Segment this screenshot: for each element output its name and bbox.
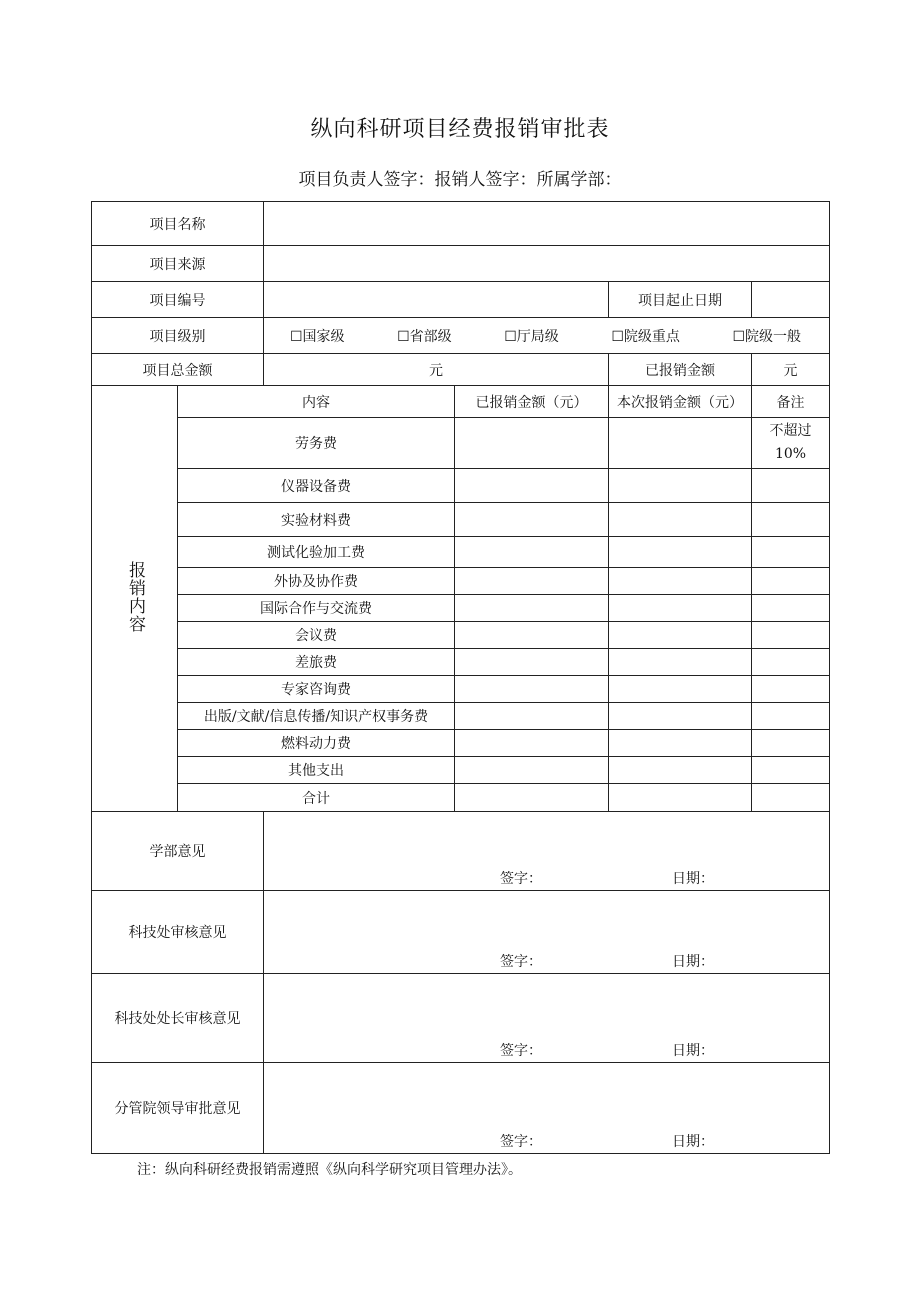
- expense-reimbursed-cell[interactable]: [455, 676, 609, 703]
- expense-reimbursed-cell[interactable]: [455, 503, 609, 537]
- expense-reimbursed-cell[interactable]: [455, 537, 609, 568]
- date-label: 日期：: [672, 1134, 714, 1150]
- expense-item: 仪器设备费: [178, 469, 455, 503]
- expense-remark-cell[interactable]: [752, 568, 830, 595]
- expense-item: 会议费: [178, 622, 455, 649]
- form-title: 纵向科研项目经费报销审批表: [310, 117, 610, 142]
- level-option-college-general[interactable]: ☐院级一般: [732, 328, 801, 345]
- expense-remark-cell[interactable]: [752, 469, 830, 503]
- project-name-input[interactable]: [264, 202, 830, 246]
- total-amount-unit: 元: [429, 362, 443, 379]
- expense-item: 国际合作与交流费: [178, 595, 455, 622]
- expense-section-label: 报销内容: [92, 386, 178, 812]
- expense-reimbursed-cell[interactable]: [455, 730, 609, 757]
- project-number-input[interactable]: [264, 282, 609, 318]
- expense-reimbursed-cell[interactable]: [455, 649, 609, 676]
- opinion-label: 科技处处长审核意见: [92, 974, 264, 1063]
- signature-label: 签字：: [500, 1134, 542, 1150]
- total-amount-input[interactable]: [264, 354, 609, 386]
- expense-item: 差旅费: [178, 649, 455, 676]
- expense-reimbursed-cell[interactable]: [455, 622, 609, 649]
- expense-total-current[interactable]: [609, 784, 752, 812]
- signature-label: 签字：: [500, 954, 542, 970]
- reimbursed-amount-label: 已报销金额: [609, 354, 752, 386]
- expense-reimbursed-cell[interactable]: [455, 568, 609, 595]
- expense-current-cell[interactable]: [609, 568, 752, 595]
- signature-header: 项目负责人签字：报销人签字：所属学部：: [298, 170, 622, 190]
- expense-current-cell[interactable]: [609, 537, 752, 568]
- expense-remark-cell[interactable]: [752, 703, 830, 730]
- expense-reimbursed-cell[interactable]: [455, 418, 609, 469]
- expense-total-reimbursed[interactable]: [455, 784, 609, 812]
- date-label: 日期：: [672, 1043, 714, 1059]
- expense-remark-cell[interactable]: [752, 676, 830, 703]
- expense-header-current: 本次报销金额（元）: [609, 386, 752, 418]
- expense-remark-cell[interactable]: [752, 503, 830, 537]
- expense-remark-cell[interactable]: [752, 537, 830, 568]
- expense-header-content: 内容: [178, 386, 455, 418]
- opinion-label: 科技处审核意见: [92, 891, 264, 974]
- expense-item: 出版/文献/信息传播/知识产权事务费: [178, 703, 455, 730]
- expense-remark-cell[interactable]: [752, 622, 830, 649]
- expense-item: 劳务费: [178, 418, 455, 469]
- expense-remark-cell[interactable]: [752, 595, 830, 622]
- expense-header-reimbursed: 已报销金额（元）: [455, 386, 609, 418]
- expense-reimbursed-cell[interactable]: [455, 469, 609, 503]
- reimbursed-amount-input[interactable]: [752, 354, 830, 386]
- level-option-provincial[interactable]: ☐省部级: [397, 328, 452, 345]
- expense-current-cell[interactable]: [609, 649, 752, 676]
- signature-label: 签字：: [500, 871, 542, 887]
- opinion-label: 分管院领导审批意见: [92, 1063, 264, 1154]
- expense-item: 专家咨询费: [178, 676, 455, 703]
- opinion-area[interactable]: [264, 891, 830, 974]
- expense-total-label: 合计: [178, 784, 455, 812]
- expense-item: 外协及协作费: [178, 568, 455, 595]
- expense-current-cell[interactable]: [609, 757, 752, 784]
- level-option-department[interactable]: ☐厅局级: [504, 328, 559, 345]
- project-source-input[interactable]: [264, 246, 830, 282]
- expense-remark-cell[interactable]: [752, 757, 830, 784]
- reimbursed-amount-unit: 元: [783, 362, 798, 379]
- total-amount-label: 项目总金额: [92, 354, 264, 386]
- expense-reimbursed-cell[interactable]: [455, 703, 609, 730]
- opinion-label: 学部意见: [92, 812, 264, 891]
- expense-reimbursed-cell[interactable]: [455, 595, 609, 622]
- date-label: 日期：: [672, 954, 714, 970]
- expense-reimbursed-cell[interactable]: [455, 757, 609, 784]
- project-dates-input[interactable]: [752, 282, 830, 318]
- labor-remark: 不超过 10%: [752, 418, 830, 469]
- expense-current-cell[interactable]: [609, 676, 752, 703]
- expense-current-cell[interactable]: [609, 595, 752, 622]
- opinion-area[interactable]: [264, 812, 830, 891]
- expense-remark-cell[interactable]: [752, 649, 830, 676]
- level-option-national[interactable]: ☐国家级: [290, 328, 345, 345]
- expense-remark-cell[interactable]: [752, 730, 830, 757]
- date-label: 日期：: [672, 871, 714, 887]
- footnote: 注：纵向科研经费报销需遵照《纵向科学研究项目管理办法》。: [137, 1162, 522, 1178]
- expense-item: 其他支出: [178, 757, 455, 784]
- expense-item: 实验材料费: [178, 503, 455, 537]
- project-source-label: 项目来源: [92, 246, 264, 282]
- expense-item: 测试化验加工费: [178, 537, 455, 568]
- expense-header-remark: 备注: [752, 386, 830, 418]
- project-dates-label: 项目起止日期: [609, 282, 752, 318]
- opinion-area[interactable]: [264, 974, 830, 1063]
- project-level-label: 项目级别: [92, 318, 264, 354]
- project-number-label: 项目编号: [92, 282, 264, 318]
- level-option-college-key[interactable]: ☐院级重点: [611, 328, 680, 345]
- expense-current-cell[interactable]: [609, 503, 752, 537]
- expense-item: 燃料动力费: [178, 730, 455, 757]
- expense-current-cell[interactable]: [609, 418, 752, 469]
- project-name-label: 项目名称: [92, 202, 264, 246]
- expense-current-cell[interactable]: [609, 622, 752, 649]
- opinion-area[interactable]: [264, 1063, 830, 1154]
- expense-current-cell[interactable]: [609, 469, 752, 503]
- expense-total-remark[interactable]: [752, 784, 830, 812]
- signature-label: 签字：: [500, 1043, 542, 1059]
- approval-form-table: [91, 201, 830, 1154]
- expense-current-cell[interactable]: [609, 730, 752, 757]
- expense-current-cell[interactable]: [609, 703, 752, 730]
- project-level-options: [264, 318, 830, 354]
